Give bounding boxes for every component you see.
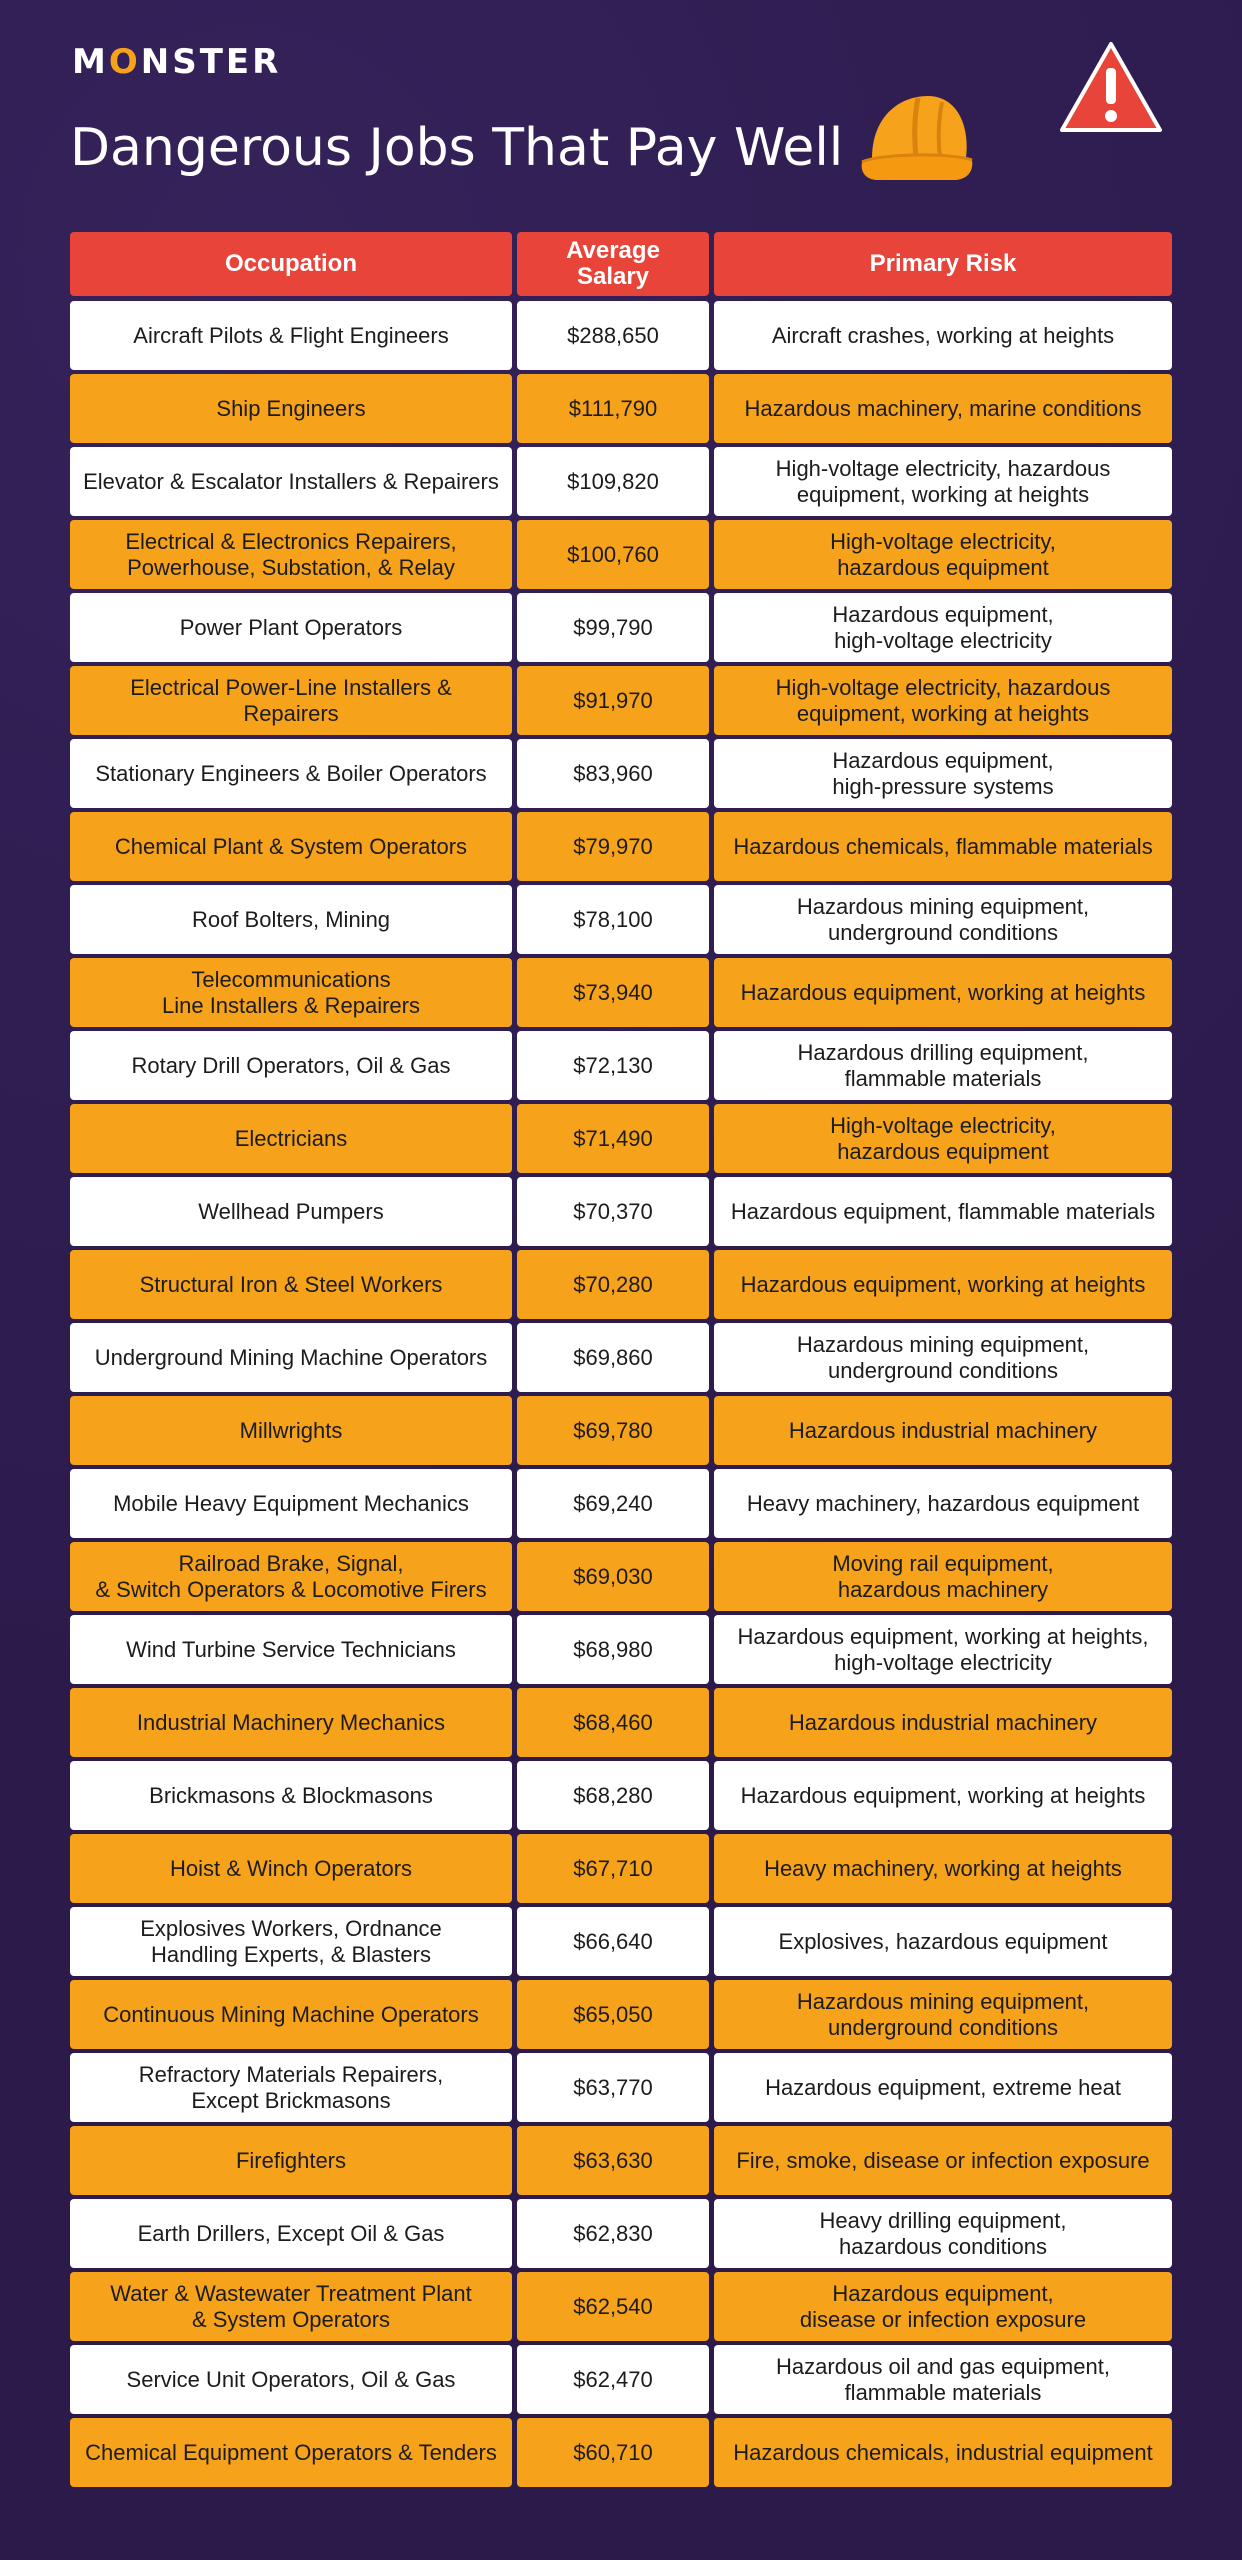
cell-primary-risk: Hazardous drilling equipment, flammable materials xyxy=(714,1031,1172,1100)
cell-average-salary: $70,280 xyxy=(517,1250,709,1319)
table-row xyxy=(70,1104,1172,1173)
logo-suffix: NSTER xyxy=(140,42,282,82)
cell-average-salary: $63,770 xyxy=(517,2053,709,2122)
cell-primary-risk: Hazardous equipment, working at heights xyxy=(714,1250,1172,1319)
brand-logo xyxy=(72,42,281,82)
cell-occupation: Service Unit Operators, Oil & Gas xyxy=(70,2345,512,2414)
table-row xyxy=(70,1250,1172,1319)
table-row xyxy=(70,958,1172,1027)
header-occupation: Occupation xyxy=(70,232,512,296)
cell-primary-risk: Hazardous equipment, working at heights xyxy=(714,958,1172,1027)
cell-average-salary: $78,100 xyxy=(517,885,709,954)
cell-average-salary: $70,370 xyxy=(517,1177,709,1246)
cell-average-salary: $100,760 xyxy=(517,520,709,589)
table-row xyxy=(70,2345,1172,2414)
table-row xyxy=(70,2199,1172,2268)
cell-average-salary: $62,470 xyxy=(517,2345,709,2414)
cell-primary-risk: Hazardous machinery, marine conditions xyxy=(714,374,1172,443)
table-row xyxy=(70,447,1172,516)
cell-average-salary: $66,640 xyxy=(517,1907,709,1976)
cell-occupation: Continuous Mining Machine Operators xyxy=(70,1980,512,2049)
cell-average-salary: $99,790 xyxy=(517,593,709,662)
cell-occupation: Wind Turbine Service Technicians xyxy=(70,1615,512,1684)
cell-primary-risk: Hazardous equipment, extreme heat xyxy=(714,2053,1172,2122)
cell-average-salary: $69,030 xyxy=(517,1542,709,1611)
logo-letter-o: O xyxy=(108,42,141,82)
cell-primary-risk: Hazardous equipment, disease or infection exposure xyxy=(714,2272,1172,2341)
cell-primary-risk: High-voltage electricity, hazardous equipment xyxy=(714,520,1172,589)
cell-occupation: Water & Wastewater Treatment Plant & System Operators xyxy=(70,2272,512,2341)
cell-occupation: Elevator & Escalator Installers & Repairers xyxy=(70,447,512,516)
cell-average-salary: $68,280 xyxy=(517,1761,709,1830)
cell-occupation: Chemical Plant & System Operators xyxy=(70,812,512,881)
header-average-salary: Average Salary xyxy=(517,232,709,296)
hard-hat-icon xyxy=(858,88,974,186)
cell-average-salary: $83,960 xyxy=(517,739,709,808)
warning-triangle-icon xyxy=(1058,40,1164,136)
cell-primary-risk: Hazardous mining equipment, underground conditions xyxy=(714,1323,1172,1392)
table-row xyxy=(70,1542,1172,1611)
cell-average-salary: $111,790 xyxy=(517,374,709,443)
cell-occupation: Rotary Drill Operators, Oil & Gas xyxy=(70,1031,512,1100)
table-row xyxy=(70,1031,1172,1100)
table-body xyxy=(70,301,1172,2487)
table-row xyxy=(70,593,1172,662)
cell-occupation: Mobile Heavy Equipment Mechanics xyxy=(70,1469,512,1538)
cell-average-salary: $109,820 xyxy=(517,447,709,516)
cell-average-salary: $288,650 xyxy=(517,301,709,370)
table-row xyxy=(70,301,1172,370)
cell-primary-risk: Heavy machinery, working at heights xyxy=(714,1834,1172,1903)
table-row xyxy=(70,885,1172,954)
cell-occupation: Ship Engineers xyxy=(70,374,512,443)
cell-primary-risk: High-voltage electricity, hazardous equipment, working at heights xyxy=(714,666,1172,735)
cell-primary-risk: Hazardous oil and gas equipment, flammable materials xyxy=(714,2345,1172,2414)
cell-average-salary: $73,940 xyxy=(517,958,709,1027)
cell-primary-risk: High-voltage electricity, hazardous equipment, working at heights xyxy=(714,447,1172,516)
cell-average-salary: $63,630 xyxy=(517,2126,709,2195)
cell-primary-risk: Moving rail equipment, hazardous machinery xyxy=(714,1542,1172,1611)
cell-occupation: Industrial Machinery Mechanics xyxy=(70,1688,512,1757)
cell-primary-risk: Hazardous equipment, working at heights, high-voltage electricity xyxy=(714,1615,1172,1684)
cell-occupation: Refractory Materials Repairers, Except Brickmasons xyxy=(70,2053,512,2122)
table-row xyxy=(70,1396,1172,1465)
cell-occupation: Brickmasons & Blockmasons xyxy=(70,1761,512,1830)
cell-primary-risk: Hazardous equipment, working at heights xyxy=(714,1761,1172,1830)
cell-average-salary: $68,980 xyxy=(517,1615,709,1684)
cell-average-salary: $62,830 xyxy=(517,2199,709,2268)
cell-occupation: Stationary Engineers & Boiler Operators xyxy=(70,739,512,808)
cell-average-salary: $69,240 xyxy=(517,1469,709,1538)
table-row xyxy=(70,1177,1172,1246)
cell-average-salary: $68,460 xyxy=(517,1688,709,1757)
cell-primary-risk: Hazardous mining equipment, underground conditions xyxy=(714,885,1172,954)
cell-primary-risk: Hazardous equipment, high-pressure systems xyxy=(714,739,1172,808)
table-row xyxy=(70,1323,1172,1392)
cell-average-salary: $65,050 xyxy=(517,1980,709,2049)
cell-occupation: Railroad Brake, Signal, & Switch Operators & Locomotive Firers xyxy=(70,1542,512,1611)
table-row xyxy=(70,1688,1172,1757)
cell-average-salary: $67,710 xyxy=(517,1834,709,1903)
cell-occupation: Earth Drillers, Except Oil & Gas xyxy=(70,2199,512,2268)
cell-average-salary: $79,970 xyxy=(517,812,709,881)
cell-occupation: Millwrights xyxy=(70,1396,512,1465)
table-row xyxy=(70,2272,1172,2341)
cell-occupation: Telecommunications Line Installers & Repairers xyxy=(70,958,512,1027)
cell-occupation: Electrical & Electronics Repairers, Powerhouse, Substation, & Relay xyxy=(70,520,512,589)
table-header-row xyxy=(70,232,1172,296)
cell-average-salary: $71,490 xyxy=(517,1104,709,1173)
cell-average-salary: $72,130 xyxy=(517,1031,709,1100)
cell-average-salary: $60,710 xyxy=(517,2418,709,2487)
cell-occupation: Electrical Power-Line Installers & Repairers xyxy=(70,666,512,735)
table-row xyxy=(70,1761,1172,1830)
table-row xyxy=(70,666,1172,735)
cell-primary-risk: Fire, smoke, disease or infection exposure xyxy=(714,2126,1172,2195)
cell-occupation: Aircraft Pilots & Flight Engineers xyxy=(70,301,512,370)
cell-primary-risk: High-voltage electricity, hazardous equipment xyxy=(714,1104,1172,1173)
cell-average-salary: $91,970 xyxy=(517,666,709,735)
cell-primary-risk: Hazardous equipment, high-voltage electricity xyxy=(714,593,1172,662)
table-row xyxy=(70,1980,1172,2049)
table-row xyxy=(70,1615,1172,1684)
table-row xyxy=(70,520,1172,589)
cell-primary-risk: Heavy machinery, hazardous equipment xyxy=(714,1469,1172,1538)
header-primary-risk: Primary Risk xyxy=(714,232,1172,296)
cell-occupation: Structural Iron & Steel Workers xyxy=(70,1250,512,1319)
cell-average-salary: $69,780 xyxy=(517,1396,709,1465)
page-title: Dangerous Jobs That Pay Well xyxy=(70,118,844,178)
table-row xyxy=(70,2053,1172,2122)
cell-occupation: Explosives Workers, Ordnance Handling Experts, & Blasters xyxy=(70,1907,512,1976)
table-row xyxy=(70,2126,1172,2195)
cell-occupation: Firefighters xyxy=(70,2126,512,2195)
cell-primary-risk: Aircraft crashes, working at heights xyxy=(714,301,1172,370)
cell-primary-risk: Heavy drilling equipment, hazardous conditions xyxy=(714,2199,1172,2268)
cell-occupation: Electricians xyxy=(70,1104,512,1173)
table-row xyxy=(70,1834,1172,1903)
cell-occupation: Hoist & Winch Operators xyxy=(70,1834,512,1903)
table-row xyxy=(70,1469,1172,1538)
cell-primary-risk: Hazardous industrial machinery xyxy=(714,1688,1172,1757)
cell-primary-risk: Hazardous mining equipment, underground conditions xyxy=(714,1980,1172,2049)
table-row xyxy=(70,1907,1172,1976)
cell-occupation: Underground Mining Machine Operators xyxy=(70,1323,512,1392)
cell-occupation: Roof Bolters, Mining xyxy=(70,885,512,954)
cell-primary-risk: Hazardous equipment, flammable materials xyxy=(714,1177,1172,1246)
logo-letter-m: M xyxy=(72,42,109,82)
jobs-table xyxy=(70,232,1172,2491)
cell-primary-risk: Explosives, hazardous equipment xyxy=(714,1907,1172,1976)
cell-occupation: Power Plant Operators xyxy=(70,593,512,662)
cell-primary-risk: Hazardous chemicals, flammable materials xyxy=(714,812,1172,881)
cell-primary-risk: Hazardous industrial machinery xyxy=(714,1396,1172,1465)
cell-occupation: Wellhead Pumpers xyxy=(70,1177,512,1246)
cell-occupation: Chemical Equipment Operators & Tenders xyxy=(70,2418,512,2487)
table-row xyxy=(70,812,1172,881)
table-row xyxy=(70,2418,1172,2487)
cell-average-salary: $62,540 xyxy=(517,2272,709,2341)
table-row xyxy=(70,739,1172,808)
cell-primary-risk: Hazardous chemicals, industrial equipment xyxy=(714,2418,1172,2487)
cell-average-salary: $69,860 xyxy=(517,1323,709,1392)
table-row xyxy=(70,374,1172,443)
